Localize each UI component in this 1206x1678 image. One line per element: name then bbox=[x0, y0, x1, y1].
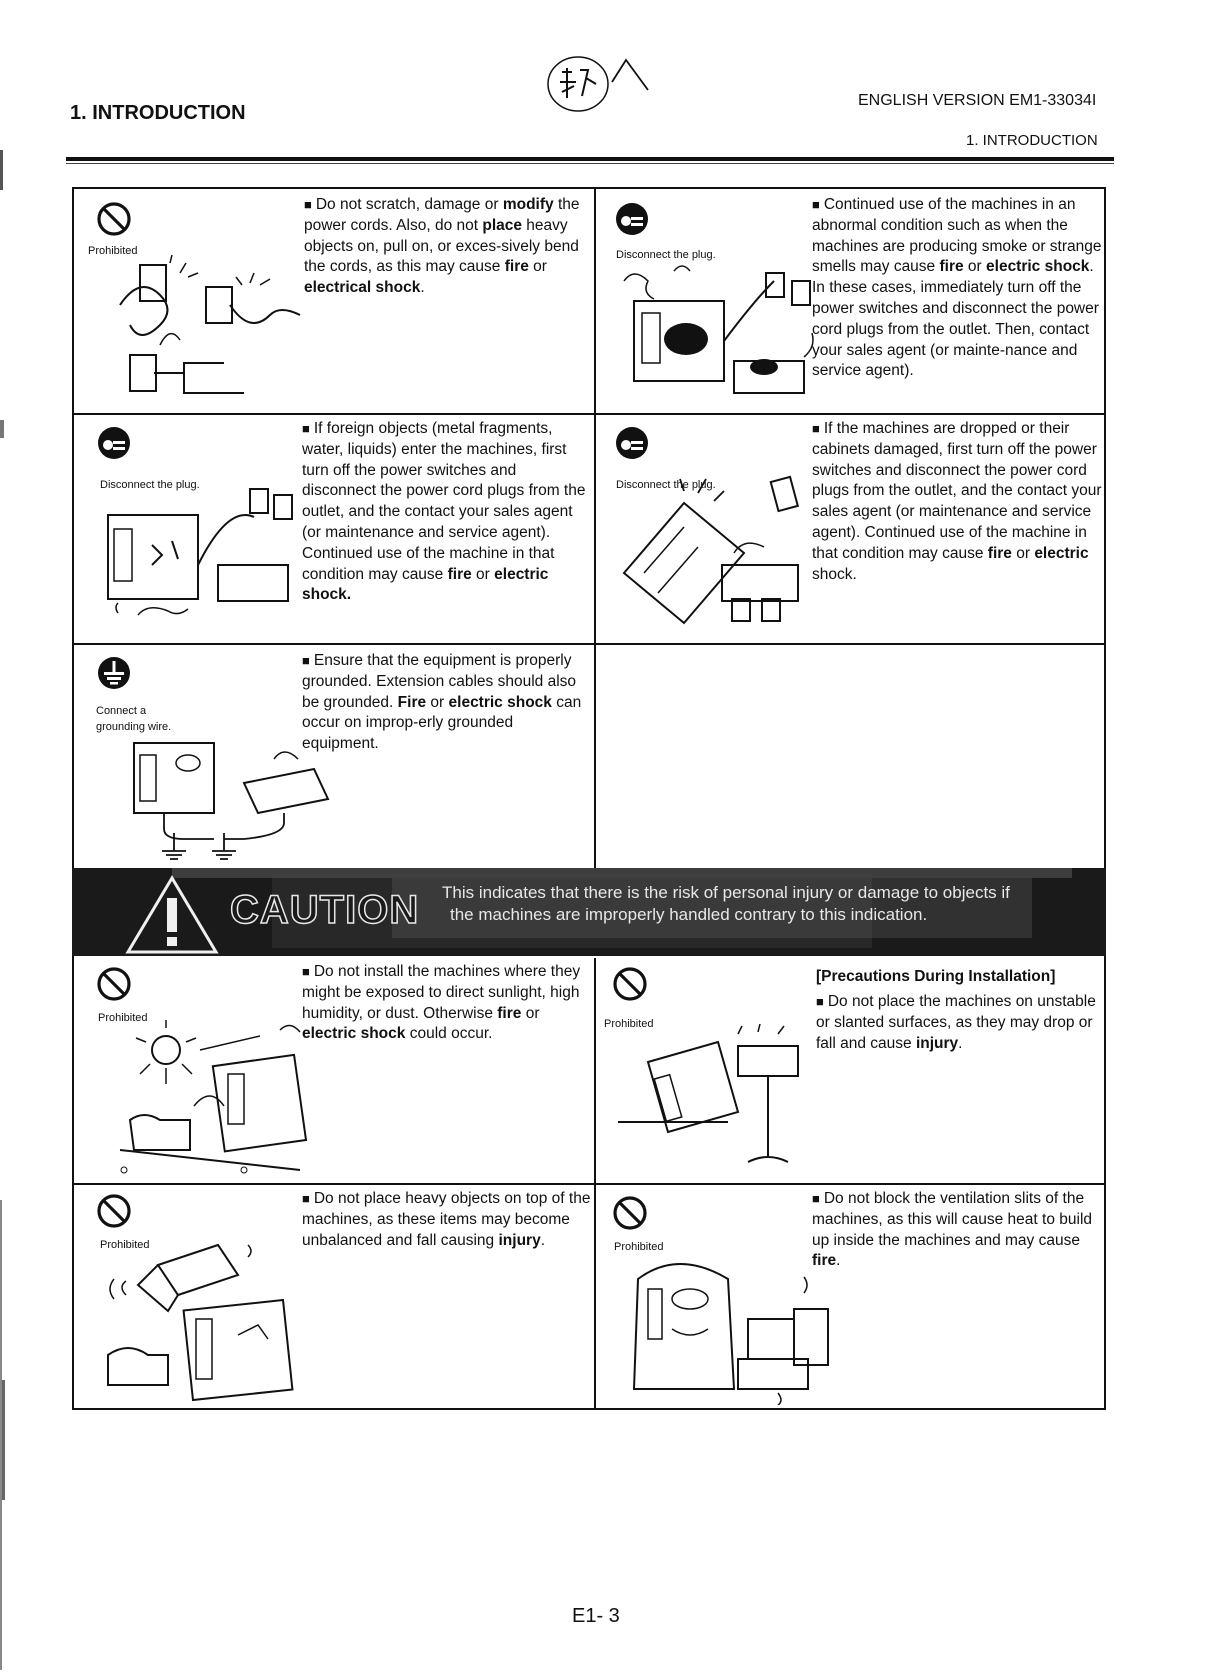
symbol-label: Prohibited bbox=[88, 245, 138, 257]
foreign-objects-illustration bbox=[98, 475, 308, 625]
symbol-label-line2: grounding wire. bbox=[96, 721, 172, 733]
dropped-machine-illustration bbox=[614, 473, 824, 633]
warning-cell-abnormal-condition bbox=[594, 189, 1106, 411]
disconnect-plug-icon bbox=[96, 425, 132, 461]
unstable-surface-illustration bbox=[608, 1022, 818, 1176]
heavy-objects-illustration bbox=[98, 1235, 318, 1405]
sunlight-humidity-dust-illustration bbox=[110, 1020, 330, 1176]
prohibited-icon bbox=[612, 966, 648, 1002]
caution-description-line1: This indicates that there is the risk of personal injury or damage to objects if bbox=[442, 883, 1010, 902]
page-title: 1. INTRODUCTION bbox=[70, 102, 246, 124]
section-reference: 1. INTRODUCTION bbox=[966, 132, 1098, 149]
warning-text: ■ Continued use of the machines in an abnormal condition such as when the machines are producing smoke or strange smells may cause fire or electric shock. In these cases, immediately turn off the power switches and disconnect the power cord plugs from the outlet. Then, contact your sales agent (or mainte-nance and service agent). bbox=[812, 196, 1102, 380]
symbol-label: Disconnect the plug. bbox=[100, 479, 200, 491]
symbol-label: Prohibited bbox=[100, 1239, 150, 1251]
handwritten-stamp bbox=[540, 48, 690, 118]
scan-edge-marks bbox=[0, 0, 14, 1678]
prohibited-icon bbox=[96, 1193, 132, 1229]
symbol-label: Prohibited bbox=[604, 1018, 654, 1030]
caution-label: CAUTION bbox=[230, 888, 420, 932]
caution-banner bbox=[72, 868, 1106, 956]
installation-precautions-heading: [Precautions During Installation] bbox=[816, 968, 1056, 985]
header-rule bbox=[66, 157, 1114, 161]
warning-text: ■ If foreign objects (metal fragments, water, liquids) enter the machines, first turn off the power switches and disconnect the power cord plugs from the outlet, and the contact your sales agent (or maintenance and service agent). Continued use of the machine in that condition may cause fire or electric shock. bbox=[302, 420, 586, 604]
caution-cell-unstable-surfaces bbox=[594, 958, 1106, 1178]
caution-text: ■ Do not install the machines where they might be exposed to direct sunlight, high humidity, or dust. Otherwise fire or electric shock could occur. bbox=[302, 963, 581, 1043]
warning-cell-dropped-machine bbox=[594, 413, 1106, 641]
page-number: E1- 3 bbox=[572, 1605, 620, 1627]
grounding-icon bbox=[96, 655, 132, 691]
disconnect-plug-icon bbox=[614, 201, 650, 237]
symbol-label-line1: Connect a bbox=[96, 705, 147, 717]
symbol-label: Prohibited bbox=[98, 1012, 148, 1024]
prohibited-icon bbox=[96, 966, 132, 1002]
symbol-label: Prohibited bbox=[614, 1241, 664, 1253]
power-cord-damage-illustration bbox=[110, 255, 310, 405]
caution-description bbox=[442, 882, 1082, 926]
document-version: ENGLISH VERSION EM1-33034I bbox=[858, 92, 1097, 109]
caution-cell-ventilation-slits bbox=[594, 1183, 1106, 1408]
symbol-label: Disconnect the plug. bbox=[616, 249, 716, 261]
smoking-machine-illustration bbox=[614, 261, 824, 401]
prohibited-icon bbox=[96, 201, 132, 237]
header-rule-thin bbox=[66, 163, 1114, 164]
prohibited-icon bbox=[612, 1195, 648, 1231]
blocked-ventilation-illustration bbox=[628, 1249, 848, 1405]
caution-text: ■ Do not block the ventilation slits of the machines, as this will cause heat to build up inside the machines and may cause fire. bbox=[812, 1190, 1093, 1270]
caution-description-line2: the machines are improperly handled contrary to this indication. bbox=[450, 905, 928, 924]
caution-cell-sunlight-humidity bbox=[74, 958, 592, 1178]
warning-text: ■ Do not scratch, damage or modify the power cords. Also, do not place heavy objects on, pull on, or exces-sively bend the cords, as this may cause fire or electrical shock. bbox=[304, 196, 580, 297]
warning-cell-power-cords bbox=[74, 189, 592, 411]
warning-cell-grounding bbox=[74, 643, 592, 867]
warning-triangle-icon bbox=[124, 874, 220, 954]
caution-text: ■ Do not place heavy objects on top of the machines, as these items may become unbalanced and fall causing injury. bbox=[302, 1190, 591, 1249]
warning-cell-foreign-objects bbox=[74, 413, 592, 641]
caution-text: ■ Do not place the machines on unstable or slanted surfaces, as they may drop or fall and cause injury. bbox=[816, 993, 1096, 1052]
warning-text: ■ If the machines are dropped or their cabinets damaged, first turn off the power switches and disconnect the power cord plugs from the outlet, and the contact your sales agent (or maintenance and service agent). Continued use of the machine in that condition may cause fire or electric shock. bbox=[812, 420, 1102, 583]
caution-cell-heavy-objects bbox=[74, 1183, 592, 1408]
warning-text: ■ Ensure that the equipment is properly grounded. Extension cables should also be grounded. Fire or electric shock can occur on improp-erly grounded equipment. bbox=[302, 652, 582, 753]
disconnect-plug-icon bbox=[614, 425, 650, 461]
symbol-label: Disconnect the plug. bbox=[616, 479, 716, 491]
